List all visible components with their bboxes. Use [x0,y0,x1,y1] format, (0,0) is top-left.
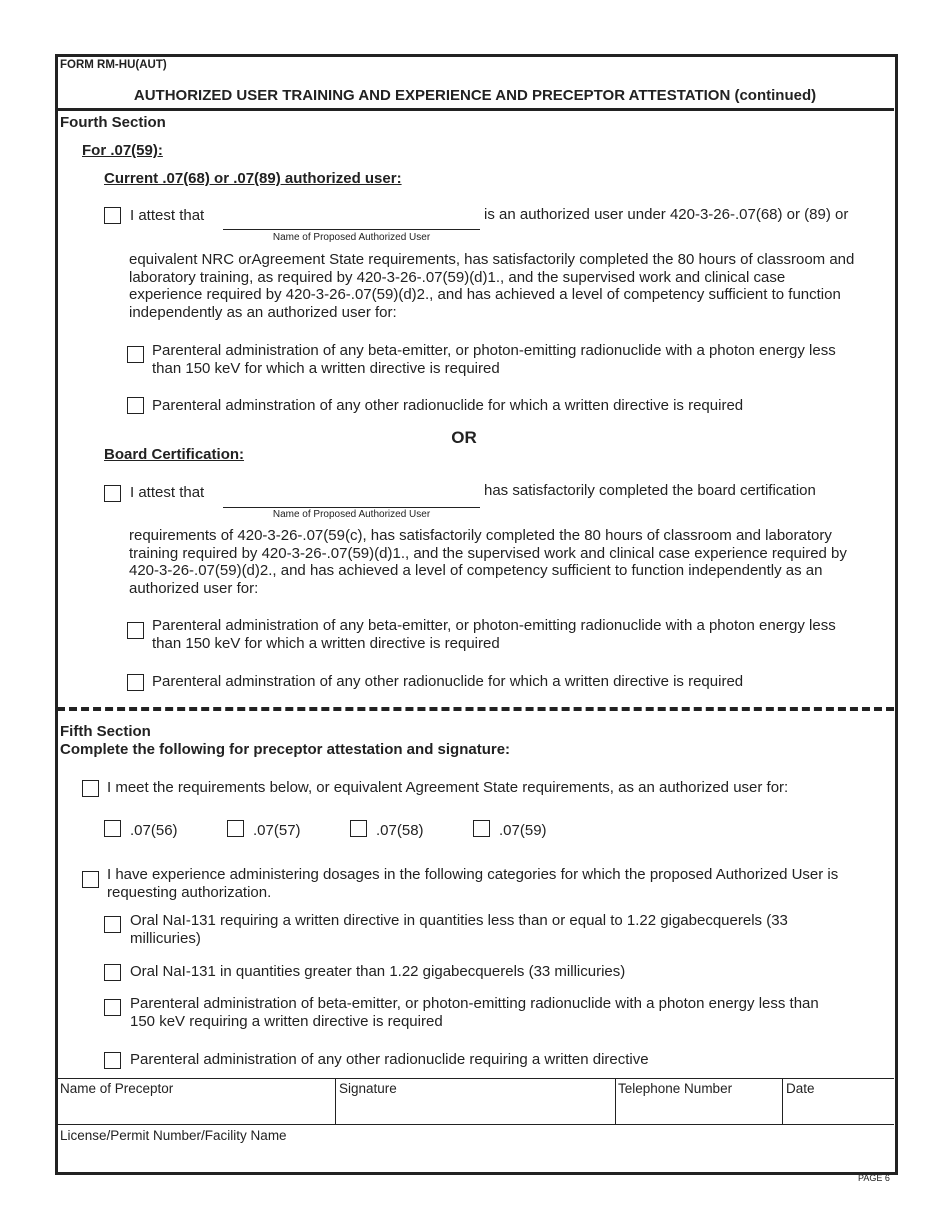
current-user-other-radionuclide-label: Parenteral adminstration of any other radionuclide for which a written directive is required [152,397,744,414]
oral-nai-less-label: Oral NaI-131 requiring a written directive in quantities less than or equal to 1.22 gigabecquerels (33 millicuries) [130,912,788,947]
section-07-58-label: .07(58) [376,822,424,839]
table-divider-2 [615,1078,616,1124]
section-07-59-checkbox[interactable] [473,820,490,837]
parenteral-beta-checkbox[interactable] [104,999,121,1016]
section-dashed-divider [57,707,894,711]
for-07-59-label: For .07(59): [82,142,163,159]
form-title: AUTHORIZED USER TRAINING AND EXPERIENCE AND PRECEPTOR ATTESTATION (continued) [133,87,817,104]
current-user-attest-checkbox[interactable] [104,207,121,224]
board-attest-suffix: has satisfactorily completed the board certification [484,482,816,499]
license-label: License/Permit Number/Facility Name [60,1128,287,1143]
fifth-section-subheading: Complete the following for preceptor attestation and signature: [60,741,511,758]
board-beta-emitter-checkbox[interactable] [127,622,144,639]
experience-label: I have experience administering dosages in the following categories for which the proposed Authorized User is requesting authorization. [107,866,839,901]
current-user-attest-suffix: is an authorized user under 420-3-26-.07(68) or (89) or [484,206,849,223]
fifth-section-heading: Fifth Section [60,723,151,740]
table-top-rule [57,1078,894,1079]
board-name-field[interactable] [223,507,480,508]
section-07-57-label: .07(57) [253,822,301,839]
current-user-attest-prefix: I attest that [130,207,205,224]
current-user-name-field[interactable] [223,229,480,230]
page-number: PAGE 6 [858,1173,890,1183]
fourth-section-heading: Fourth Section [60,114,166,131]
date-label: Date [786,1081,815,1096]
current-user-other-radionuclide-checkbox[interactable] [127,397,144,414]
board-beta-emitter-label: Parenteral administration of any beta-emitter, or photon-emitting radionuclide with a photon energy less than 150 keV for which a written directive is required [152,617,836,652]
board-other-radionuclide-checkbox[interactable] [127,674,144,691]
section-07-56-label: .07(56) [130,822,178,839]
oral-nai-less-checkbox[interactable] [104,916,121,933]
board-attest-prefix: I attest that [130,484,205,501]
board-certification-heading: Board Certification: [104,446,245,463]
or-label: OR [451,428,477,447]
meet-requirements-label: I meet the requirements below, or equivalent Agreement State requirements, as an authorized user for: [107,779,789,796]
current-user-paragraph: equivalent NRC orAgreement State requirements, has satisfactorily completed the 80 hours of classroom and laboratory training, as required by 420-3-26-.07(59)(d)1., and the supervised work and clinical case experience required by 420-3-26-.07(59)(d)2., and has achieved a level of competency sufficient to function independently as an authorized user for: [129,251,855,321]
signature-field[interactable] [337,1098,614,1123]
parenteral-other-checkbox[interactable] [104,1052,121,1069]
header-divider [57,108,894,111]
date-field[interactable] [784,1098,892,1123]
name-of-preceptor-label: Name of Preceptor [60,1081,174,1096]
telephone-field[interactable] [617,1098,781,1123]
current-user-beta-emitter-checkbox[interactable] [127,346,144,363]
section-07-58-checkbox[interactable] [350,820,367,837]
name-of-preceptor-field[interactable] [58,1098,334,1123]
current-user-name-caption: Name of Proposed Authorized User [272,232,431,243]
oral-nai-greater-checkbox[interactable] [104,964,121,981]
section-07-56-checkbox[interactable] [104,820,121,837]
telephone-label: Telephone Number [618,1081,733,1096]
parenteral-beta-label: Parenteral administration of beta-emitter, or photon-emitting radionuclide with a photon energy less than 150 keV requiring a written directive is required [130,995,819,1030]
current-user-beta-emitter-label: Parenteral administration of any beta-emitter, or photon-emitting radionuclide with a photon energy less than 150 keV for which a written directive is required [152,342,836,377]
current-user-heading: Current .07(68) or .07(89) authorized user: [104,170,402,187]
board-name-caption: Name of Proposed Authorized User [272,509,431,520]
experience-checkbox[interactable] [82,871,99,888]
table-mid-rule [57,1124,894,1125]
parenteral-other-label: Parenteral administration of any other radionuclide requiring a written directive [130,1051,649,1068]
oral-nai-greater-label: Oral NaI-131 in quantities greater than 1.22 gigabecquerels (33 millicuries) [130,963,626,980]
meet-requirements-checkbox[interactable] [82,780,99,797]
license-field[interactable] [58,1145,892,1167]
board-paragraph: requirements of 420-3-26-.07(59(c), has satisfactorily completed the 80 hours of classroom and laboratory training required by 420-3-26-.07(59)(d)1., and the supervised work and clinical case experience required by 420-3-26-.07(59)(d)2., and has achieved a level of competency sufficient to function independently as an authorized user for: [129,527,847,597]
table-divider-1 [335,1078,336,1124]
section-07-59-label: .07(59) [499,822,547,839]
form-id: FORM RM-HU(AUT) [60,59,167,71]
section-07-57-checkbox[interactable] [227,820,244,837]
board-attest-checkbox[interactable] [104,485,121,502]
board-other-radionuclide-label: Parenteral adminstration of any other radionuclide for which a written directive is required [152,673,744,690]
signature-label: Signature [339,1081,397,1096]
table-divider-3 [782,1078,783,1124]
